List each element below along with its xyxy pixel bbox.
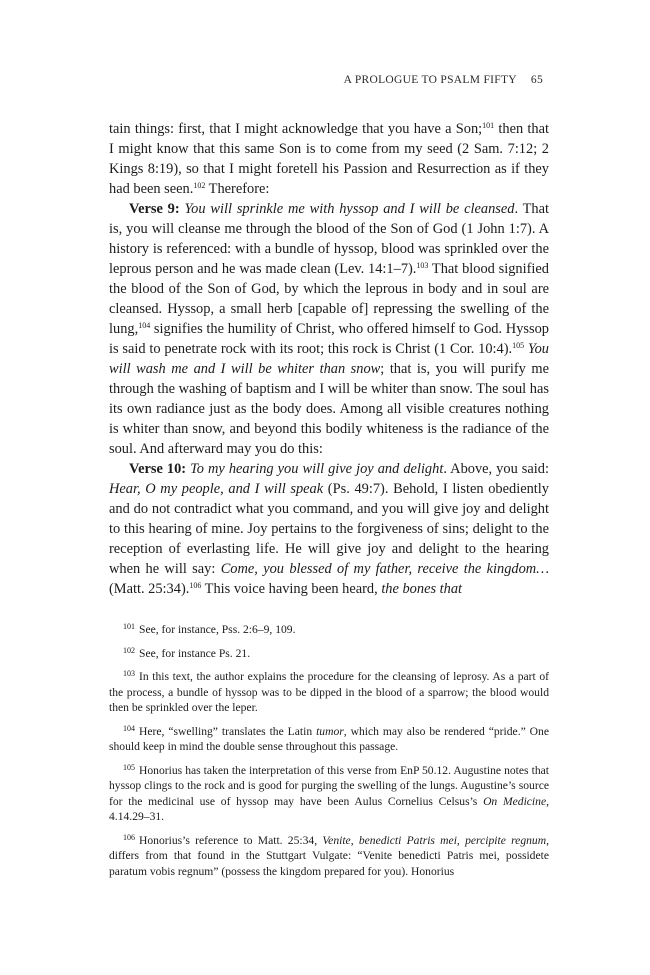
footnote-number: 105 <box>123 762 135 772</box>
footnote-number: 106 <box>123 832 135 842</box>
text-run: tain things: first, that I might acknowledge that you have a Son; <box>109 121 483 137</box>
footnote-text: , differs from that found in the Stuttgart Vulgate: “Venite benedicti Patris mei, possidete paratum vobis regnum” (possess the kingdom prepared for you). Honorius <box>109 833 549 878</box>
footnote-text: In this text, the author explains the procedure for the cleansing of leprosy. As a part of the process, a bundle of hyssop was to be dipped in the blood of a sparrow; the blood would then be sprinkled over the leper. <box>109 670 549 714</box>
scripture-quote: Hear, O my people, and I will speak <box>109 481 324 497</box>
verse-quote: You will sprinkle me with hyssop and I will be cleansed <box>184 201 515 217</box>
text-run: This voice having been heard, <box>201 581 382 597</box>
text-run: (Ps. 49:7). Behold, I listen obediently and do not contradict what you command, and you will give joy and delight to this hearing of mine. Joy pertains to the forgiveness of sins; delight to the reception of everlasting life. He will give joy and delight to the hearing when he will say: <box>109 481 549 577</box>
paragraph-verse-9 <box>109 199 549 459</box>
main-text <box>109 119 549 599</box>
footnote-number: 102 <box>123 645 135 655</box>
text-run: Therefore: <box>205 181 270 197</box>
text-run: (Matt. 25:34). <box>109 581 190 597</box>
footnote-102 <box>109 646 549 662</box>
footnote-ref-102[interactable]: 102 <box>193 181 206 190</box>
text-run: ; that is, you will purify me through the washing of baptism and I will be whiter than snow. The soul has its own radiance just as the body does. Among all visible creatures nothing is whiter than snow, and beyond this bodily whiteness is the radiance of the soul. And afterward may you do this: <box>109 361 549 457</box>
verse-label: Verse 10: <box>129 461 187 477</box>
scripture-quote: Come, you blessed of my father, receive the kingdom… <box>220 561 549 577</box>
paragraph-continuation <box>109 119 549 199</box>
scripture-quote: the bones that <box>381 581 463 597</box>
footnote-number: 101 <box>123 622 135 631</box>
footnote-101 <box>109 622 549 638</box>
footnote-text: , which may also be rendered “pride.” One should keep in mind the double sense throughout this passage. <box>109 724 549 753</box>
text-run: then that I might know that this same Son is to come from my seed (2 Sam. 7:12; 2 Kings 8:19), so that I might foretell his Passion and Resurrection as if they had been seen. <box>109 121 549 197</box>
text-run: . That is, you will cleanse me through the blood of the Son of God (1 John 1:7). A history is referenced: with a bundle of hyssop, blood was sprinkled over the leprous person and he was made clean (Lev. 14:1–7). <box>109 201 550 277</box>
footnote-ref-104[interactable]: 104 <box>138 321 151 330</box>
footnote-text: See, for instance, Pss. 2:6–9, 109. <box>139 623 296 636</box>
footnote-106 <box>109 833 549 880</box>
footnote-ref-106[interactable]: 106 <box>189 581 202 590</box>
text-run: signifies the humility of Christ, who offered himself to God. Hyssop is said to penetrate rock with its root; this rock is Christ (1 Cor. 10:4). <box>109 321 549 357</box>
page-number: 65 <box>530 74 543 86</box>
footnote-ref-101[interactable]: 101 <box>482 121 495 130</box>
footnotes <box>109 622 549 887</box>
footnote-ref-103[interactable]: 103 <box>416 261 429 270</box>
verse-quote: You will wash me and I will be whiter than snow <box>109 341 549 377</box>
paragraph-verse-10 <box>109 459 549 599</box>
work-title: On Medicine <box>483 794 547 808</box>
latin-quote: Venite, benedicti Patris mei, percipite regnum <box>322 833 547 847</box>
footnote-ref-105[interactable]: 105 <box>512 341 525 350</box>
footnote-number: 103 <box>123 669 135 678</box>
footnote-text: Honorius has taken the interpretation of this verse from EnP 50.12. Augustine notes that hyssop clings to the rock and is good for purging the swelling of the lungs. Augustine’s source for the medicinal use of hyssop may have been Aulus Cornelius Celsus’s <box>109 763 549 808</box>
footnote-text: , 4.14.29–31. <box>109 794 550 823</box>
footnote-text: See, for instance Ps. 21. <box>139 646 251 660</box>
footnote-text: Honorius’s reference to Matt. 25:34, <box>139 833 323 847</box>
running-head-title: A PROLOGUE TO PSALM FIFTY <box>343 74 517 86</box>
footnote-105 <box>109 763 549 825</box>
footnote-text: Here, “swelling” translates the Latin <box>139 724 317 738</box>
text-run: . Above, you said: <box>443 461 549 477</box>
latin-term: tumor <box>316 724 344 738</box>
footnote-103 <box>109 669 549 716</box>
text-run: That blood signified the blood of the Son of God, by which the leprous in body and in soul are cleansed. Hyssop, a small herb [capable of] repressing the swelling of the lung, <box>109 261 549 337</box>
running-head <box>344 74 543 86</box>
verse-quote: To my hearing you will give joy and delight <box>190 461 444 477</box>
footnote-104 <box>109 724 549 755</box>
verse-label: Verse 9: <box>129 201 180 217</box>
footnote-number: 104 <box>123 723 135 733</box>
